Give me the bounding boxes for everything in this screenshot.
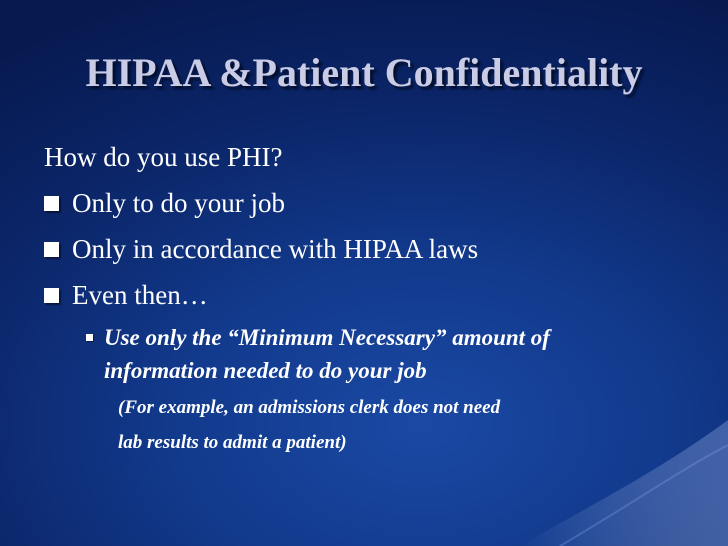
square-bullet-icon bbox=[44, 196, 59, 211]
square-bullet-icon bbox=[44, 242, 59, 257]
bullet-label: Even then… bbox=[72, 280, 208, 310]
bullet-label: Only to do your job bbox=[72, 188, 285, 218]
sub-bullet-line-1: Use only the “Minimum Necessary” amount of bbox=[104, 325, 550, 350]
example-note-line-2: lab results to admit a patient) bbox=[118, 432, 347, 453]
slide-title: HIPAA &Patient Confidentiality bbox=[85, 50, 643, 95]
square-bullet-icon bbox=[44, 288, 59, 303]
example-note-line-1: (For example, an admissions clerk does not need bbox=[118, 397, 501, 418]
sub-bullet-line-2: information needed to do your job bbox=[104, 358, 427, 383]
small-square-bullet-icon bbox=[86, 334, 93, 341]
intro-question: How do you use PHI? bbox=[44, 142, 283, 172]
bullet-label: Only in accordance with HIPAA laws bbox=[72, 234, 479, 264]
